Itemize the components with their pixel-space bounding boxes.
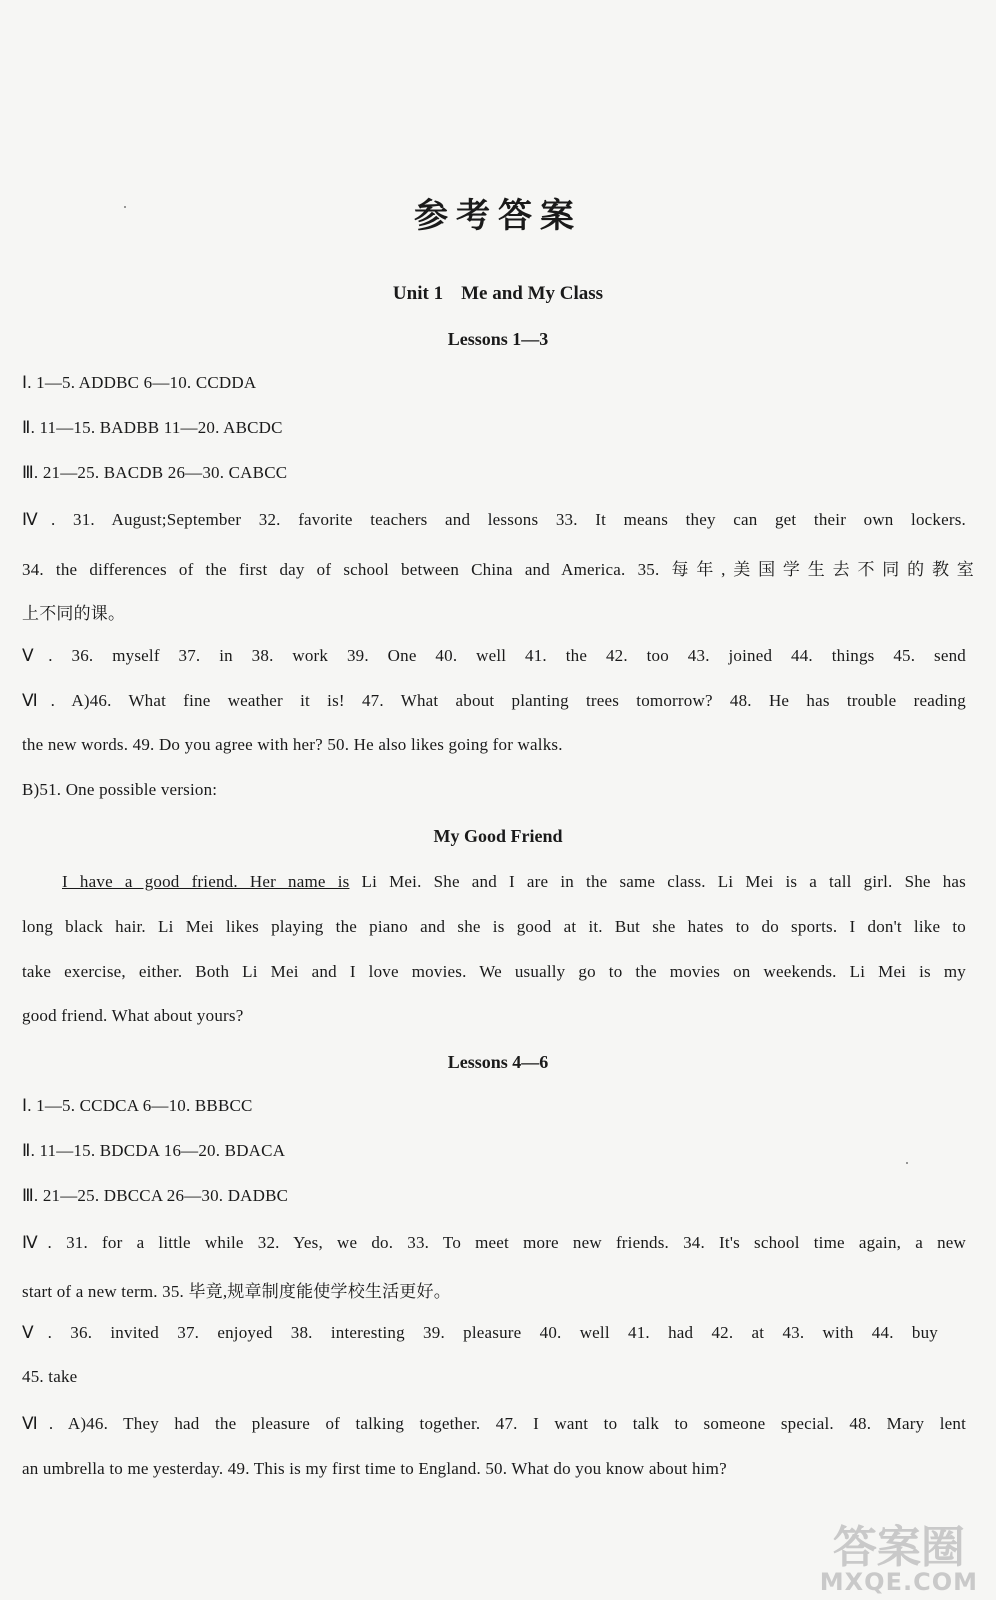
answer-line: 34. the differences of the first day of school between China and America. 35. 每年,美国学生去不同的教室 <box>22 560 974 579</box>
answer-line: Ⅴ. 36. invited 37. enjoyed 38. interesting 39. pleasure 40. well 41. had 42. at 43. with 44. buy <box>22 1323 938 1342</box>
answer-line: Ⅴ. 36. myself 37. in 38. work 39. One 40. well 41. the 42. too 43. joined 44. things 45. send <box>22 646 966 665</box>
lessons-1-3-heading: Lessons 1—3 <box>447 329 549 349</box>
answer-line: Ⅰ. 1—5. CCDCA 6—10. BBBCC <box>22 1096 253 1115</box>
answer-line: Ⅲ. 21—25. BACDB 26—30. CABCC <box>22 463 288 482</box>
unit-name: Me and My Class <box>461 283 604 304</box>
answer-line: Ⅰ. 1—5. ADDBC 6—10. CCDDA <box>22 373 257 392</box>
watermark-text: 答案圈 <box>832 1522 965 1573</box>
answer-line: Ⅳ. 31. August;September 32. favorite teachers and lessons 33. It means they can get their own lockers. <box>22 510 966 529</box>
answer-line: Ⅵ. A)46. They had the pleasure of talking together. 47. I want to talk to someone special. 48. Mary lent <box>22 1414 966 1433</box>
answer-line: Ⅵ. A)46. What fine weather it is! 47. What about planting trees tomorrow? 48. He has trouble reading <box>22 691 966 710</box>
page-title: 参考答案 <box>414 196 582 236</box>
essay-title: My Good Friend <box>433 826 563 846</box>
essay-line <box>62 872 966 892</box>
answer-line: start of a new term. 35. 毕竟,规章制度能使学校生活更好。 <box>22 1282 451 1301</box>
answer-line: Ⅳ. 31. for a little while 32. Yes, we do. 33. To meet more new friends. 34. It's school time again, a new <box>22 1233 966 1252</box>
scan-speck <box>906 1162 908 1164</box>
essay-line: good friend. What about yours? <box>22 1006 244 1025</box>
unit-number: Unit 1 <box>392 283 444 304</box>
answer-line: Ⅲ. 21—25. DBCCA 26—30. DADBC <box>22 1186 289 1205</box>
lessons-4-6-heading: Lessons 4—6 <box>447 1052 549 1072</box>
essay-underlined-opening: I have a good friend. Her name is <box>62 872 350 891</box>
essay-line: long black hair. Li Mei likes playing the piano and she is good at it. But she hates to do sports. I don't like to <box>22 917 966 936</box>
answer-line: an umbrella to me yesterday. 49. This is my first time to England. 50. What do you know about him? <box>22 1459 727 1478</box>
watermark-url: MXQE.COM <box>819 1568 978 1596</box>
answer-line: Ⅱ. 11—15. BDCDA 16—20. BDACA <box>22 1141 286 1160</box>
answer-line: 上不同的课。 <box>22 604 126 623</box>
essay-text: Li Mei. She and I are in the same class. Li Mei is a tall girl. She has <box>349 872 966 891</box>
essay-line: take exercise, either. Both Li Mei and I love movies. We usually go to the movies on weekends. Li Mei is my <box>22 962 966 981</box>
answer-line: the new words. 49. Do you agree with her? 50. He also likes going for walks. <box>22 735 563 754</box>
watermark-logo <box>819 1522 978 1596</box>
answer-line: Ⅱ. 11—15. BADBB 11—20. ABCDC <box>22 418 283 437</box>
answer-line: 45. take <box>22 1367 78 1386</box>
answer-line: B)51. One possible version: <box>22 780 218 799</box>
unit-heading <box>0 283 996 305</box>
